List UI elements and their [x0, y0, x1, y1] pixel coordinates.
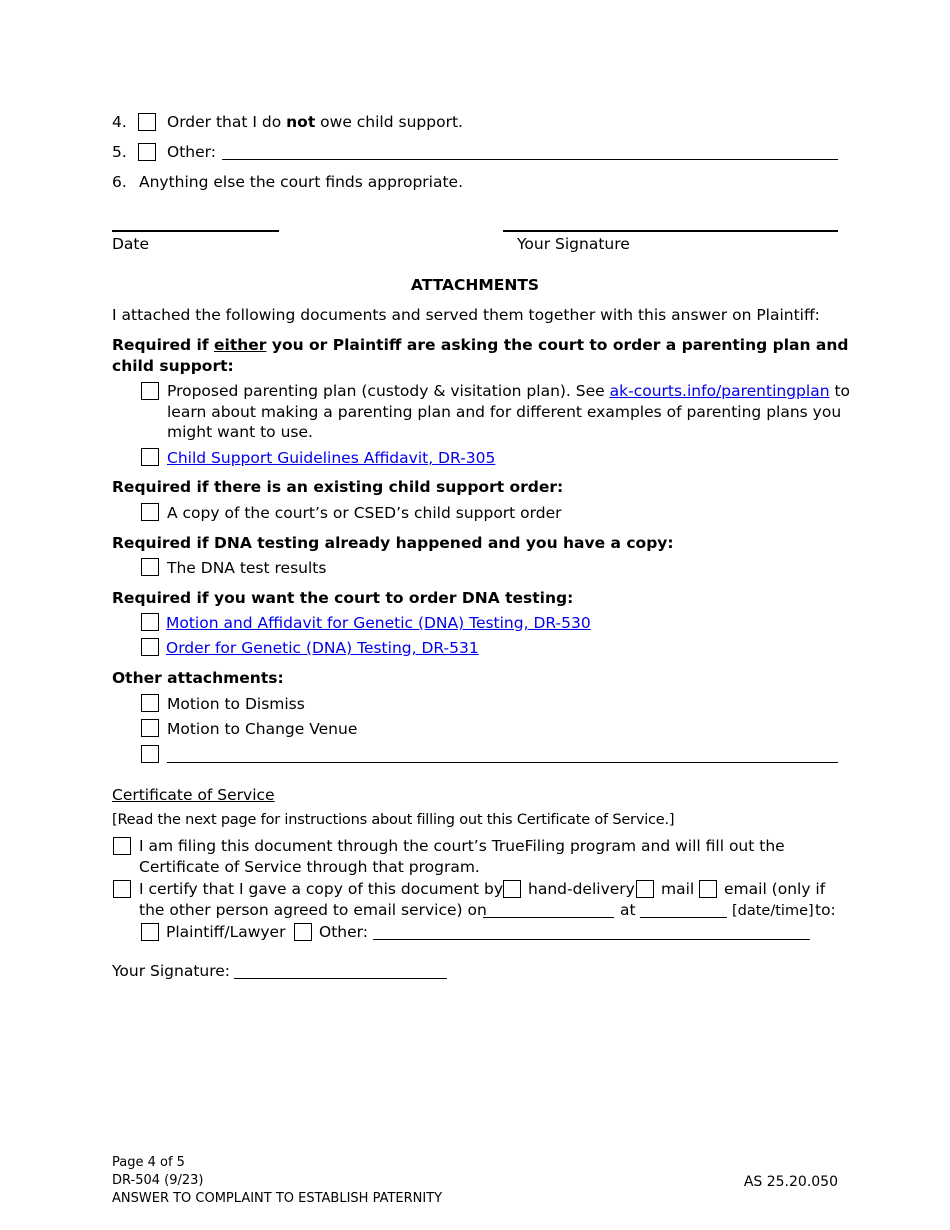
- certify-text-line2: the other person agreed to email service) on: [139, 901, 487, 919]
- parenting-plan-text-line2: learn about making a parenting plan and for different examples of parenting plans you: [167, 403, 842, 421]
- hand-delivery-checkbox[interactable]: [503, 880, 521, 898]
- date-field[interactable]: [112, 230, 279, 232]
- other-recipient-checkbox[interactable]: [294, 923, 312, 941]
- attachments-heading: ATTACHMENTS: [410, 276, 540, 294]
- date-label: Date: [112, 235, 150, 253]
- item6-text: Anything else the court finds appropriate.: [139, 173, 464, 191]
- plaintiff-lawyer-label: Plaintiff/Lawyer: [166, 923, 286, 941]
- motion-dismiss-checkbox[interactable]: [141, 694, 159, 712]
- truefiling-text: I am filing this document through the court’s TrueFiling program and will fill out the: [139, 837, 785, 855]
- mail-label: mail: [661, 880, 695, 898]
- dr531-checkbox[interactable]: [141, 638, 159, 656]
- parenting-plan-link[interactable]: ak-courts.info/parentingplan: [609, 382, 830, 400]
- dr530-link[interactable]: Motion and Affidavit for Genetic (DNA) Testing, DR-530: [166, 614, 591, 632]
- service-time-field[interactable]: [640, 917, 727, 918]
- your-signature-label: Your Signature:: [112, 962, 231, 980]
- other-request-label: Other:: [167, 143, 216, 161]
- parenting-plan-text: Proposed parenting plan (custody & visitation plan). See ak-courts.info/parentingplan to: [167, 382, 851, 400]
- support-order-checkbox[interactable]: [141, 503, 159, 521]
- dr531-link[interactable]: Order for Genetic (DNA) Testing, DR-531: [166, 639, 479, 657]
- footer-statute: AS 25.20.050: [743, 1174, 838, 1190]
- support-order-text: A copy of the court’s or CSED’s child support order: [167, 504, 562, 522]
- truefiling-text-line2: Certificate of Service through that program.: [139, 858, 480, 876]
- mail-checkbox[interactable]: [636, 880, 654, 898]
- no-support-checkbox[interactable]: [138, 113, 156, 131]
- other-request-checkbox[interactable]: [138, 143, 156, 161]
- truefiling-checkbox[interactable]: [113, 837, 131, 855]
- other-attachment-field[interactable]: [167, 762, 838, 763]
- attachments-intro: I attached the following documents and served them together with this answer on Plaintiff:: [112, 306, 820, 324]
- certificate-instructions: [Read the next page for instructions about filling out this Certificate of Service.]: [112, 812, 675, 828]
- group2-heading: Required if there is an existing child support order:: [112, 478, 564, 496]
- other-attachment-checkbox[interactable]: [141, 745, 159, 763]
- item-number: 5.: [112, 143, 127, 161]
- parenting-plan-text-line3: might want to use.: [167, 423, 313, 441]
- dr530-checkbox[interactable]: [141, 613, 159, 631]
- item-number: 6.: [112, 173, 127, 191]
- item-number: 4.: [112, 113, 127, 131]
- to-label: to:: [815, 901, 836, 919]
- dna-results-checkbox[interactable]: [141, 558, 159, 576]
- dr305-checkbox[interactable]: [141, 448, 159, 466]
- signature-label: Your Signature: [517, 235, 630, 253]
- group3-heading: Required if DNA testing already happened and you have a copy:: [112, 534, 674, 552]
- other-recipient-field[interactable]: [373, 939, 810, 940]
- group4-heading: Required if you want the court to order DNA testing:: [112, 589, 574, 607]
- other-attachments-heading: Other attachments:: [112, 669, 284, 687]
- group1-heading-line2: child support:: [112, 357, 234, 375]
- email-label: email (only if: [724, 880, 826, 898]
- certificate-signature-field[interactable]: [234, 978, 447, 979]
- hand-delivery-label: hand-delivery: [528, 880, 635, 898]
- certify-checkbox[interactable]: [113, 880, 131, 898]
- dna-results-text: The DNA test results: [167, 559, 327, 577]
- email-checkbox[interactable]: [699, 880, 717, 898]
- dr305-link[interactable]: Child Support Guidelines Affidavit, DR-305: [167, 449, 496, 467]
- footer-form-number: DR-504 (9/23): [112, 1173, 204, 1188]
- motion-dismiss-text: Motion to Dismiss: [167, 695, 305, 713]
- at-label: at: [620, 901, 636, 919]
- footer-form-title: ANSWER TO COMPLAINT TO ESTABLISH PATERNITY: [112, 1191, 443, 1206]
- change-venue-checkbox[interactable]: [141, 719, 159, 737]
- group1-heading: Required if either you or Plaintiff are asking the court to order a parenting plan and: [112, 336, 849, 354]
- footer-page: Page 4 of 5: [112, 1155, 185, 1170]
- no-support-text: Order that I do not owe child support.: [167, 113, 463, 131]
- other-recipient-label: Other:: [319, 923, 368, 941]
- certify-text: I certify that I gave a copy of this document by: [139, 880, 504, 898]
- other-request-field[interactable]: [222, 159, 838, 160]
- plaintiff-lawyer-checkbox[interactable]: [141, 923, 159, 941]
- service-date-field[interactable]: [483, 917, 614, 918]
- parenting-plan-checkbox[interactable]: [141, 382, 159, 400]
- change-venue-text: Motion to Change Venue: [167, 720, 358, 738]
- signature-field[interactable]: [503, 230, 838, 232]
- certificate-title: Certificate of Service: [112, 786, 275, 804]
- datetime-hint: [date/time]: [732, 903, 814, 919]
